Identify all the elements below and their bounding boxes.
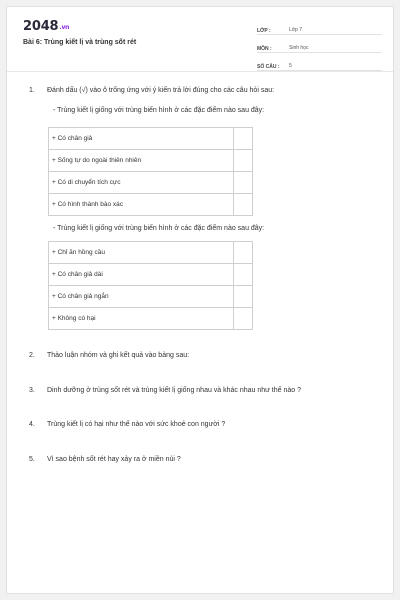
question-text: Đánh dấu (√) vào ô trống ứng với ý kiến trả lời đúng cho các câu hỏi sau: [47, 87, 275, 94]
table-row [49, 194, 252, 216]
option-text: + Không có hại [49, 308, 234, 329]
option-text: + Có chân giả [49, 128, 234, 149]
question-text: Vì sao bệnh sốt rét hay xảy ra ở miền núi ? [47, 456, 181, 463]
table-row [49, 150, 252, 172]
answer-checkbox[interactable] [234, 150, 252, 171]
question-text: Thảo luận nhóm và ghi kết quả vào bảng sau: [47, 352, 190, 359]
table-row [49, 172, 252, 194]
question-3 [29, 387, 301, 394]
question-1 [29, 87, 274, 94]
table-row [49, 128, 252, 150]
table-row [49, 308, 252, 330]
question-number: 2. [29, 352, 35, 359]
option-text: + Chỉ ăn hồng cầu [49, 242, 234, 263]
meta-value: Sinh học [289, 45, 309, 51]
meta-row-count [257, 55, 382, 71]
logo-suffix: .vn [59, 24, 70, 31]
site-logo[interactable] [23, 19, 69, 34]
question-number: 5. [29, 456, 35, 463]
sub-question-2: - Trùng kiết lị giống với trùng biến hình ở các đặc điểm nào sau đây: [53, 225, 265, 232]
logo-text: 2048 [23, 19, 59, 34]
worksheet [6, 6, 394, 594]
option-text: + Sống tự do ngoài thiên nhiên [49, 150, 234, 171]
table-row [49, 242, 252, 264]
answer-table-2 [48, 241, 253, 330]
table-row [49, 286, 252, 308]
option-text: + Có chân giả ngắn [49, 286, 234, 307]
answer-checkbox[interactable] [234, 264, 252, 285]
meta-value: 5 [289, 63, 292, 69]
meta-label: SỐ CÂU : [257, 64, 280, 70]
question-text: Dinh dưỡng ở trùng sốt rét và trùng kiết lị giống nhau và khác nhau như thế nào ? [47, 387, 301, 394]
answer-checkbox[interactable] [234, 194, 252, 215]
meta-panel [257, 19, 382, 73]
meta-row-subject [257, 37, 382, 53]
question-number: 1. [29, 87, 35, 94]
answer-checkbox[interactable] [234, 172, 252, 193]
answer-checkbox[interactable] [234, 308, 252, 329]
answer-checkbox[interactable] [234, 286, 252, 307]
option-text: + Có hình thành bào xác [49, 194, 234, 215]
meta-label: MÔN : [257, 46, 272, 52]
meta-row-class [257, 19, 382, 35]
header-divider [7, 71, 393, 72]
answer-checkbox[interactable] [234, 128, 252, 149]
answer-checkbox[interactable] [234, 242, 252, 263]
question-text: Trùng kiết lị có hại như thế nào với sức khoẻ con người ? [47, 421, 226, 428]
answer-table-1 [48, 127, 253, 216]
table-row [49, 264, 252, 286]
meta-label: LỚP : [257, 28, 271, 34]
question-2 [29, 352, 189, 359]
option-text: + Có chân giả dài [49, 264, 234, 285]
sub-question-1: - Trùng kiết lị giống với trùng biến hình ở các đặc điểm nào sau đây: [53, 107, 265, 114]
question-number: 4. [29, 421, 35, 428]
option-text: + Có di chuyển tích cực [49, 172, 234, 193]
meta-value: Lớp 7 [289, 27, 303, 33]
lesson-title: Bài 6: Trùng kiết lị và trùng sốt rét [23, 39, 137, 46]
question-5 [29, 456, 181, 463]
question-number: 3. [29, 387, 35, 394]
question-4 [29, 421, 225, 428]
